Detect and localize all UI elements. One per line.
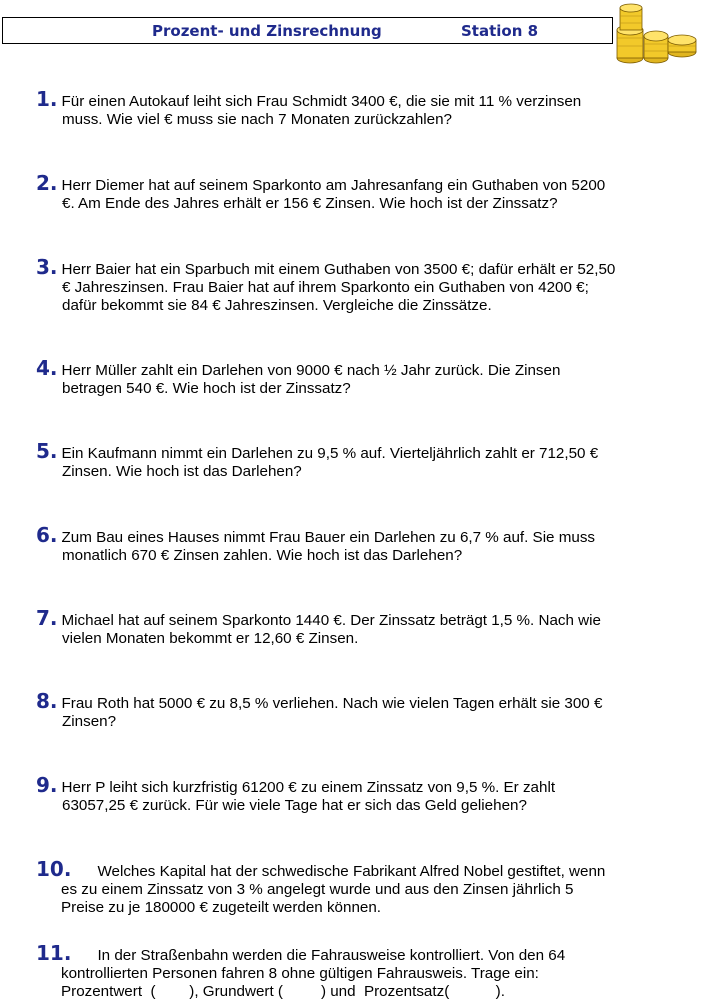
task-text-line: es zu einem Zinssatz von 3 % angelegt wurde und aus den Zinsen jährlich 5	[61, 881, 574, 898]
task-text-line: Herr P leiht sich kurzfristig 61200 € zu einem Zinssatz von 9,5 %. Er zahlt	[61, 779, 556, 796]
task-1	[36, 87, 686, 129]
task-text-line: Zinsen. Wie hoch ist das Darlehen?	[62, 463, 302, 480]
task-text-line: €. Am Ende des Jahres erhält er 156 € Zinsen. Wie hoch ist der Zinssatz?	[62, 195, 558, 212]
task-9	[36, 773, 686, 815]
task-2	[36, 171, 686, 213]
task-number: 2.	[36, 171, 58, 195]
task-text-line: In der Straßenbahn werden die Fahrausweise kontrolliert. Von den 64	[97, 947, 566, 964]
task-text-line: Für einen Autokauf leiht sich Frau Schmidt 3400 €, die sie mit 11 % verzinsen	[61, 93, 582, 110]
station-label: Station 8	[461, 22, 539, 40]
task-number: 4.	[36, 356, 58, 380]
task-11	[36, 941, 686, 1001]
task-7	[36, 606, 686, 648]
task-text-line: Herr Diemer hat auf seinem Sparkonto am Jahresanfang ein Guthaben von 5200	[61, 177, 606, 194]
task-text-line: Zum Bau eines Hauses nimmt Frau Bauer ein Darlehen zu 6,7 % auf. Sie muss	[61, 529, 596, 546]
task-text-line: Herr Baier hat ein Sparbuch mit einem Guthaben von 3500 €; dafür erhält er 52,50	[61, 261, 616, 278]
task-10	[36, 857, 686, 917]
task-text-line: Welches Kapital hat der schwedische Fabrikant Alfred Nobel gestiftet, wenn	[97, 863, 606, 880]
task-text-line: 63057,25 € zurück. Für wie viele Tage hat er sich das Geld geliehen?	[62, 797, 527, 814]
task-number: 8.	[36, 689, 58, 713]
task-text-line: Ein Kaufmann nimmt ein Darlehen zu 9,5 % auf. Vierteljährlich zahlt er 712,50 €	[61, 445, 599, 462]
task-text-line: Herr Müller zahlt ein Darlehen von 9000 € nach ½ Jahr zurück. Die Zinsen	[61, 362, 561, 379]
task-text-line: kontrollierten Personen fahren 8 ohne gültigen Fahrausweis. Trage ein:	[61, 965, 539, 982]
task-number: 10.	[36, 857, 72, 881]
task-text-line: betragen 540 €. Wie hoch ist der Zinssatz?	[62, 380, 351, 397]
task-5	[36, 439, 686, 481]
coin-stack-icon	[612, 0, 704, 64]
task-text-line: vielen Monaten bekommt er 12,60 € Zinsen.	[62, 630, 359, 647]
task-number: 9.	[36, 773, 58, 797]
task-number: 7.	[36, 606, 58, 630]
worksheet-header	[2, 17, 613, 44]
task-number: 6.	[36, 523, 58, 547]
task-number: 5.	[36, 439, 58, 463]
task-3	[36, 255, 686, 315]
task-6	[36, 523, 686, 565]
task-text-line: Frau Roth hat 5000 € zu 8,5 % verliehen. Nach wie vielen Tagen erhält sie 300 €	[61, 695, 603, 712]
task-text-line: dafür bekommt sie 84 € Jahreszinsen. Vergleiche die Zinssätze.	[62, 297, 492, 314]
task-number: 11.	[36, 941, 72, 965]
task-number: 1.	[36, 87, 58, 111]
task-text-line: Michael hat auf seinem Sparkonto 1440 €. Der Zinssatz beträgt 1,5 %. Nach wie	[61, 612, 601, 629]
task-text-line: Zinsen?	[62, 713, 117, 730]
task-4	[36, 356, 686, 398]
worksheet-title: Prozent- und Zinsrechnung	[152, 22, 382, 40]
task-8	[36, 689, 686, 731]
task-text-line: Preise zu je 180000 € zugeteilt werden können.	[61, 899, 381, 916]
task-text-line: muss. Wie viel € muss sie nach 7 Monaten zurückzahlen?	[62, 111, 452, 128]
task-text-line: monatlich 670 € Zinsen zahlen. Wie hoch ist das Darlehen?	[62, 547, 463, 564]
task-text-line: € Jahreszinsen. Frau Baier hat auf ihrem Sparkonto ein Guthaben von 4200 €;	[62, 279, 589, 296]
task-text-line: Prozentwert ( ), Grundwert ( ) und Prozentsatz( ).	[61, 983, 505, 1000]
task-number: 3.	[36, 255, 58, 279]
